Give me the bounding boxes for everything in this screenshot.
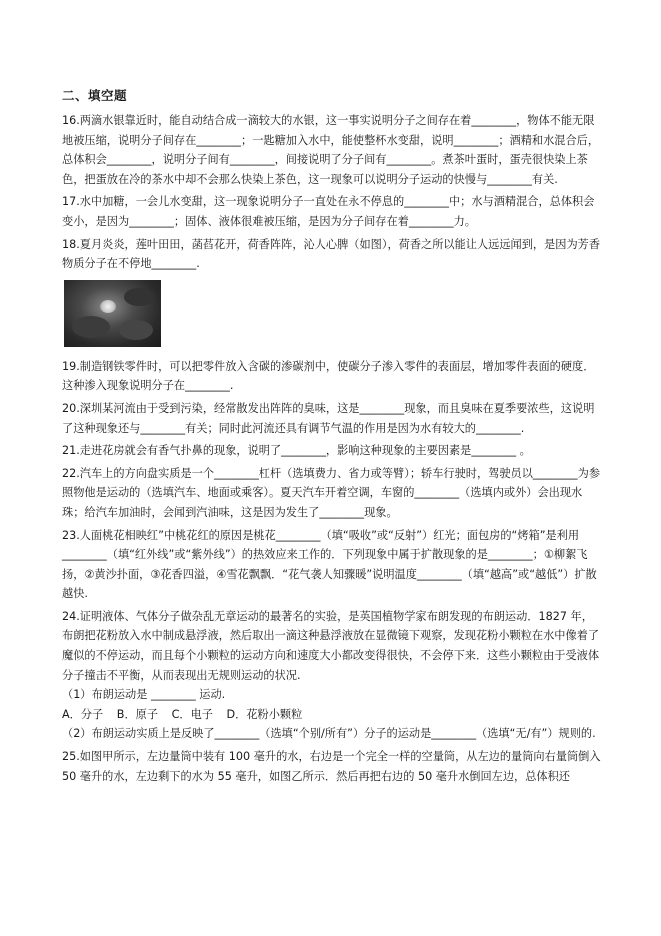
lotus-leaf [72,316,110,338]
option-a: A．分子 [62,707,104,721]
question-23: 23.人面桃花相映红”中桃花红的原因是桃花________（填“吸收”或“反射”）红光；面包房的“烤箱”是利用________（填“红外线”或“紫外线”）的热效应来工作的．下列现象中属于扩散现象的是________；①柳絮飞扬，②黄沙扑面，③花香四溢，④雪花飘飘．“花气袭人知骤暖”说明温度________（填“越高”或“越低”）扩散越快. [62,528,597,601]
question-list [62,111,601,786]
lotus-leaf [124,288,154,306]
question-16: 16.两滴水银靠近时，能自动结合成一滴较大的水银，这一事实说明分子之间存在着________，物体不能无限地被压缩，说明分子间存在________；一匙糖加入水中，能使整杯水变甜，说明________；酒精和水混合后，总体积会________，说明分子间有________，间接说明了分子间有________。煮茶叶蛋时，蛋壳很快染上茶色，把蛋放在冷的茶水中却不会那么快染上茶色，这一现象可以说明分子运动的快慢与________有关. [62,114,600,186]
question-25: 25.如图甲所示，左边量筒中装有 100 毫升的水，右边是一个完全一样的空量筒，从左边的量筒向右量筒倒入 50 毫升的水，左边剩下的水为 55 毫升，如图乙所示．然后再把右边的 50 毫升水倒回左边，总体积还 [62,750,601,783]
question-21: 21.走进花房就会有香气扑鼻的现象，说明了________，影响这种现象的主要因素是________ 。 [62,444,531,458]
question-19: 19.制造钢铁零件时，可以把零件放入含碳的渗碳剂中，使碳分子渗入零件的表面层，增加零件表面的硬度．这种渗入现象说明分子在________. [62,359,595,393]
lotus-flower [100,300,116,313]
option-d: D．花粉小颗粒 [226,707,303,721]
lotus-photo [64,280,161,347]
question-24-part-2: （2）布朗运动实质上是反映了________（选填“个别/所有”）分子的运动是________（选填“无/有”）规则的. [62,727,596,741]
question-24: 24.证明液体、气体分子做杂乱无章运动的最著名的实验，是英国植物学家布朗发现的布朗运动．1827 年，布朗把花粉放入水中制成悬浮液，然后取出一滴这种悬浮液放在显微镜下观察，发现花粉小颗粒在水中像着了魔似的不停运动，而且每个小颗粒的运动方向和速度大小都改变得很快，不会停下来．这些小颗粒由于受液体分子撞击不平衡，从而表现出无规则运动的状况. [62,609,600,682]
question-18: 18.夏月炎炎，莲叶田田，菡萏花开，荷香阵阵，沁人心脾（如图），荷香之所以能让人远远闻到，是因为芳香物质分子在不停地________. [62,237,601,271]
question-17: 17.水中加糖，一会儿水变甜，这一现象说明分子一直处在永不停息的________中；水与酒精混合，总体积会变小，是因为________；固体、液体很难被压缩，是因为分子间存在着________力。 [62,195,595,228]
question-22: 22.汽车上的方向盘实质是一个________杠杆（选填费力、省力或等臂）；轿车行驶时，驾驶员以________为参照物他是运动的（选填汽车、地面或乘客）。夏天汽车开着空调，车窗的________（选填内或外）会出现水珠；给汽车加油时，会闻到汽油味，这是因为发生了________现象。 [62,466,601,519]
lotus-leaf [119,320,153,340]
section-title: 二、填空题 [62,88,128,103]
option-b: B．原子 [116,707,159,721]
question-20: 20.深圳某河流由于受到污染，经常散发出阵阵的臭味，这是________现象，而且臭味在夏季要浓些，这说明了这种现象还与________有关；同时此河流还具有调节气温的作用是因为水有较大的________. [62,401,595,435]
question-24-part-1: （1）布朗运动是 ________ 运动. [62,688,226,702]
option-c: C．电子 [171,707,213,721]
question-24-options [62,705,601,725]
